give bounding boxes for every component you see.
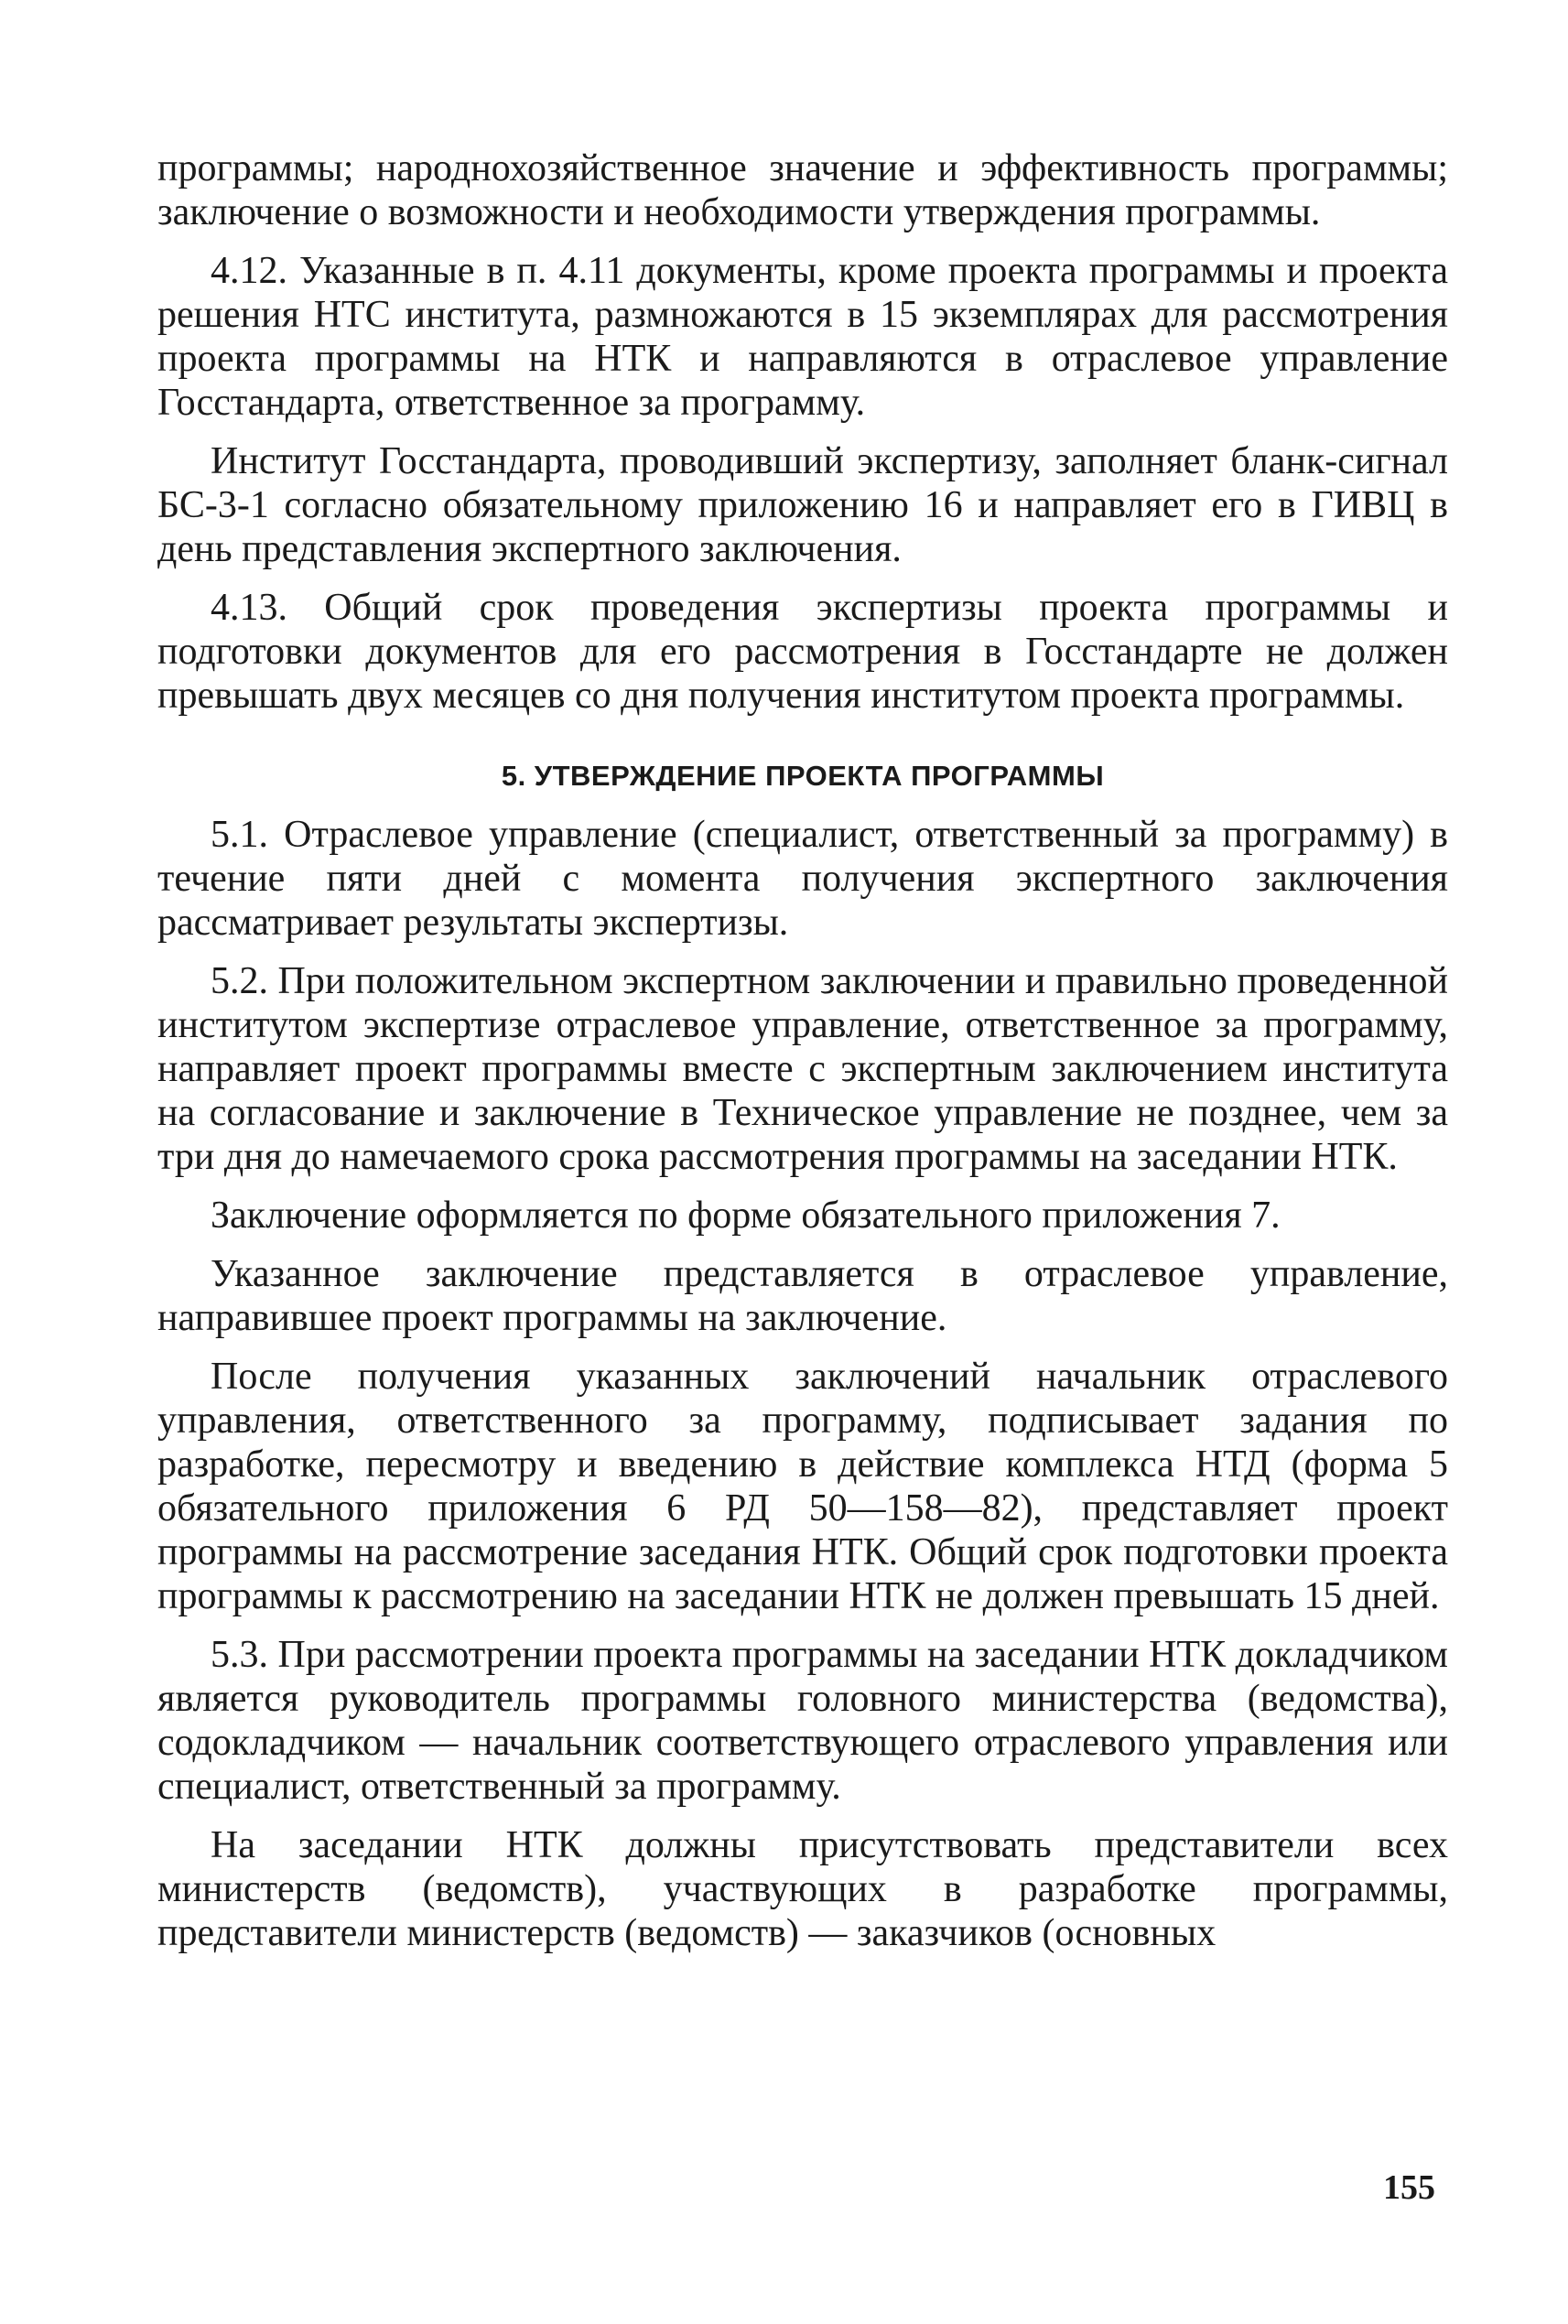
paragraph-after-receipt: После получения указанных заключений начальник отраслевого управления, ответственного за программу, подписывает задания по разработке, пересмотру и введению в действие комплекса НТД (форма 5 обязательного приложения 6 РД 50—158—82), представляет проект программы на рассмотрение заседания НТК. Общий срок подготовки проекта программы к рассмотрению на заседании НТК не должен превышать 15 дней. [157, 1356, 1448, 1617]
paragraph-institute-signal: Институт Госстандарта, проводивший экспертизу, заполняет бланк-сигнал БС-3-1 согласно обязательному приложению 16 и направляет его в ГИВЦ в день представления экспертного заключения. [157, 440, 1448, 570]
paragraph-continuation: программы; народнохозяйственное значение и эффективность программы; заключение о возможности и необходимости утверждения программы. [157, 147, 1448, 233]
paragraph-conclusion-sent: Указанное заключение представляется в отраслевое управление, направившее проект программы на заключение. [157, 1253, 1448, 1339]
paragraph-5-3: 5.3. При рассмотрении проекта программы на заседании НТК докладчиком является руководитель программы головного министерства (ведомства), содокладчиком — начальник соответствующего отраслевого управления или специалист, ответственный за программу. [157, 1634, 1448, 1808]
section-heading: 5. УТВЕРЖДЕНИЕ ПРОЕКТА ПРОГРАММЫ [501, 760, 1105, 792]
paragraph-form-7: Заключение оформляется по форме обязательного приложения 7. [211, 1194, 1281, 1237]
paragraph-ntk-attendance: На заседании НТК должны присутствовать представители всех министерств (ведомств), участвующих в разработке программы, представители министерств (ведомств) — заказчиков (основных [157, 1824, 1448, 1954]
page-number: 155 [1383, 2168, 1435, 2207]
paragraph-5-2: 5.2. При положительном экспертном заключении и правильно проведенной институтом экспертизе отраслевое управление, ответственное за программу, направляет проект программы вместе с экспертным заключением института на согласование и заключение в Техническое управление не позднее, чем за три дня до намечаемого срока рассмотрения программы на заседании НТК. [157, 960, 1448, 1178]
paragraph-4-12: 4.12. Указанные в п. 4.11 документы, кроме проекта программы и проекта решения НТС института, размножаются в 15 экземплярах для рассмотрения проекта программы на НТК и направляются в отраслевое управление Госстандарта, ответственное за программу. [157, 250, 1448, 424]
paragraph-4-13: 4.13. Общий срок проведения экспертизы проекта программы и подготовки документов для его рассмотрения в Госстандарте не должен превышать двух месяцев со дня получения институтом проекта программы. [157, 587, 1448, 717]
page-body [157, 146, 1448, 1955]
paragraph-5-1: 5.1. Отраслевое управление (специалист, ответственный за программу) в течение пяти дней с момента получения экспертного заключения рассматривает результаты экспертизы. [157, 814, 1448, 944]
